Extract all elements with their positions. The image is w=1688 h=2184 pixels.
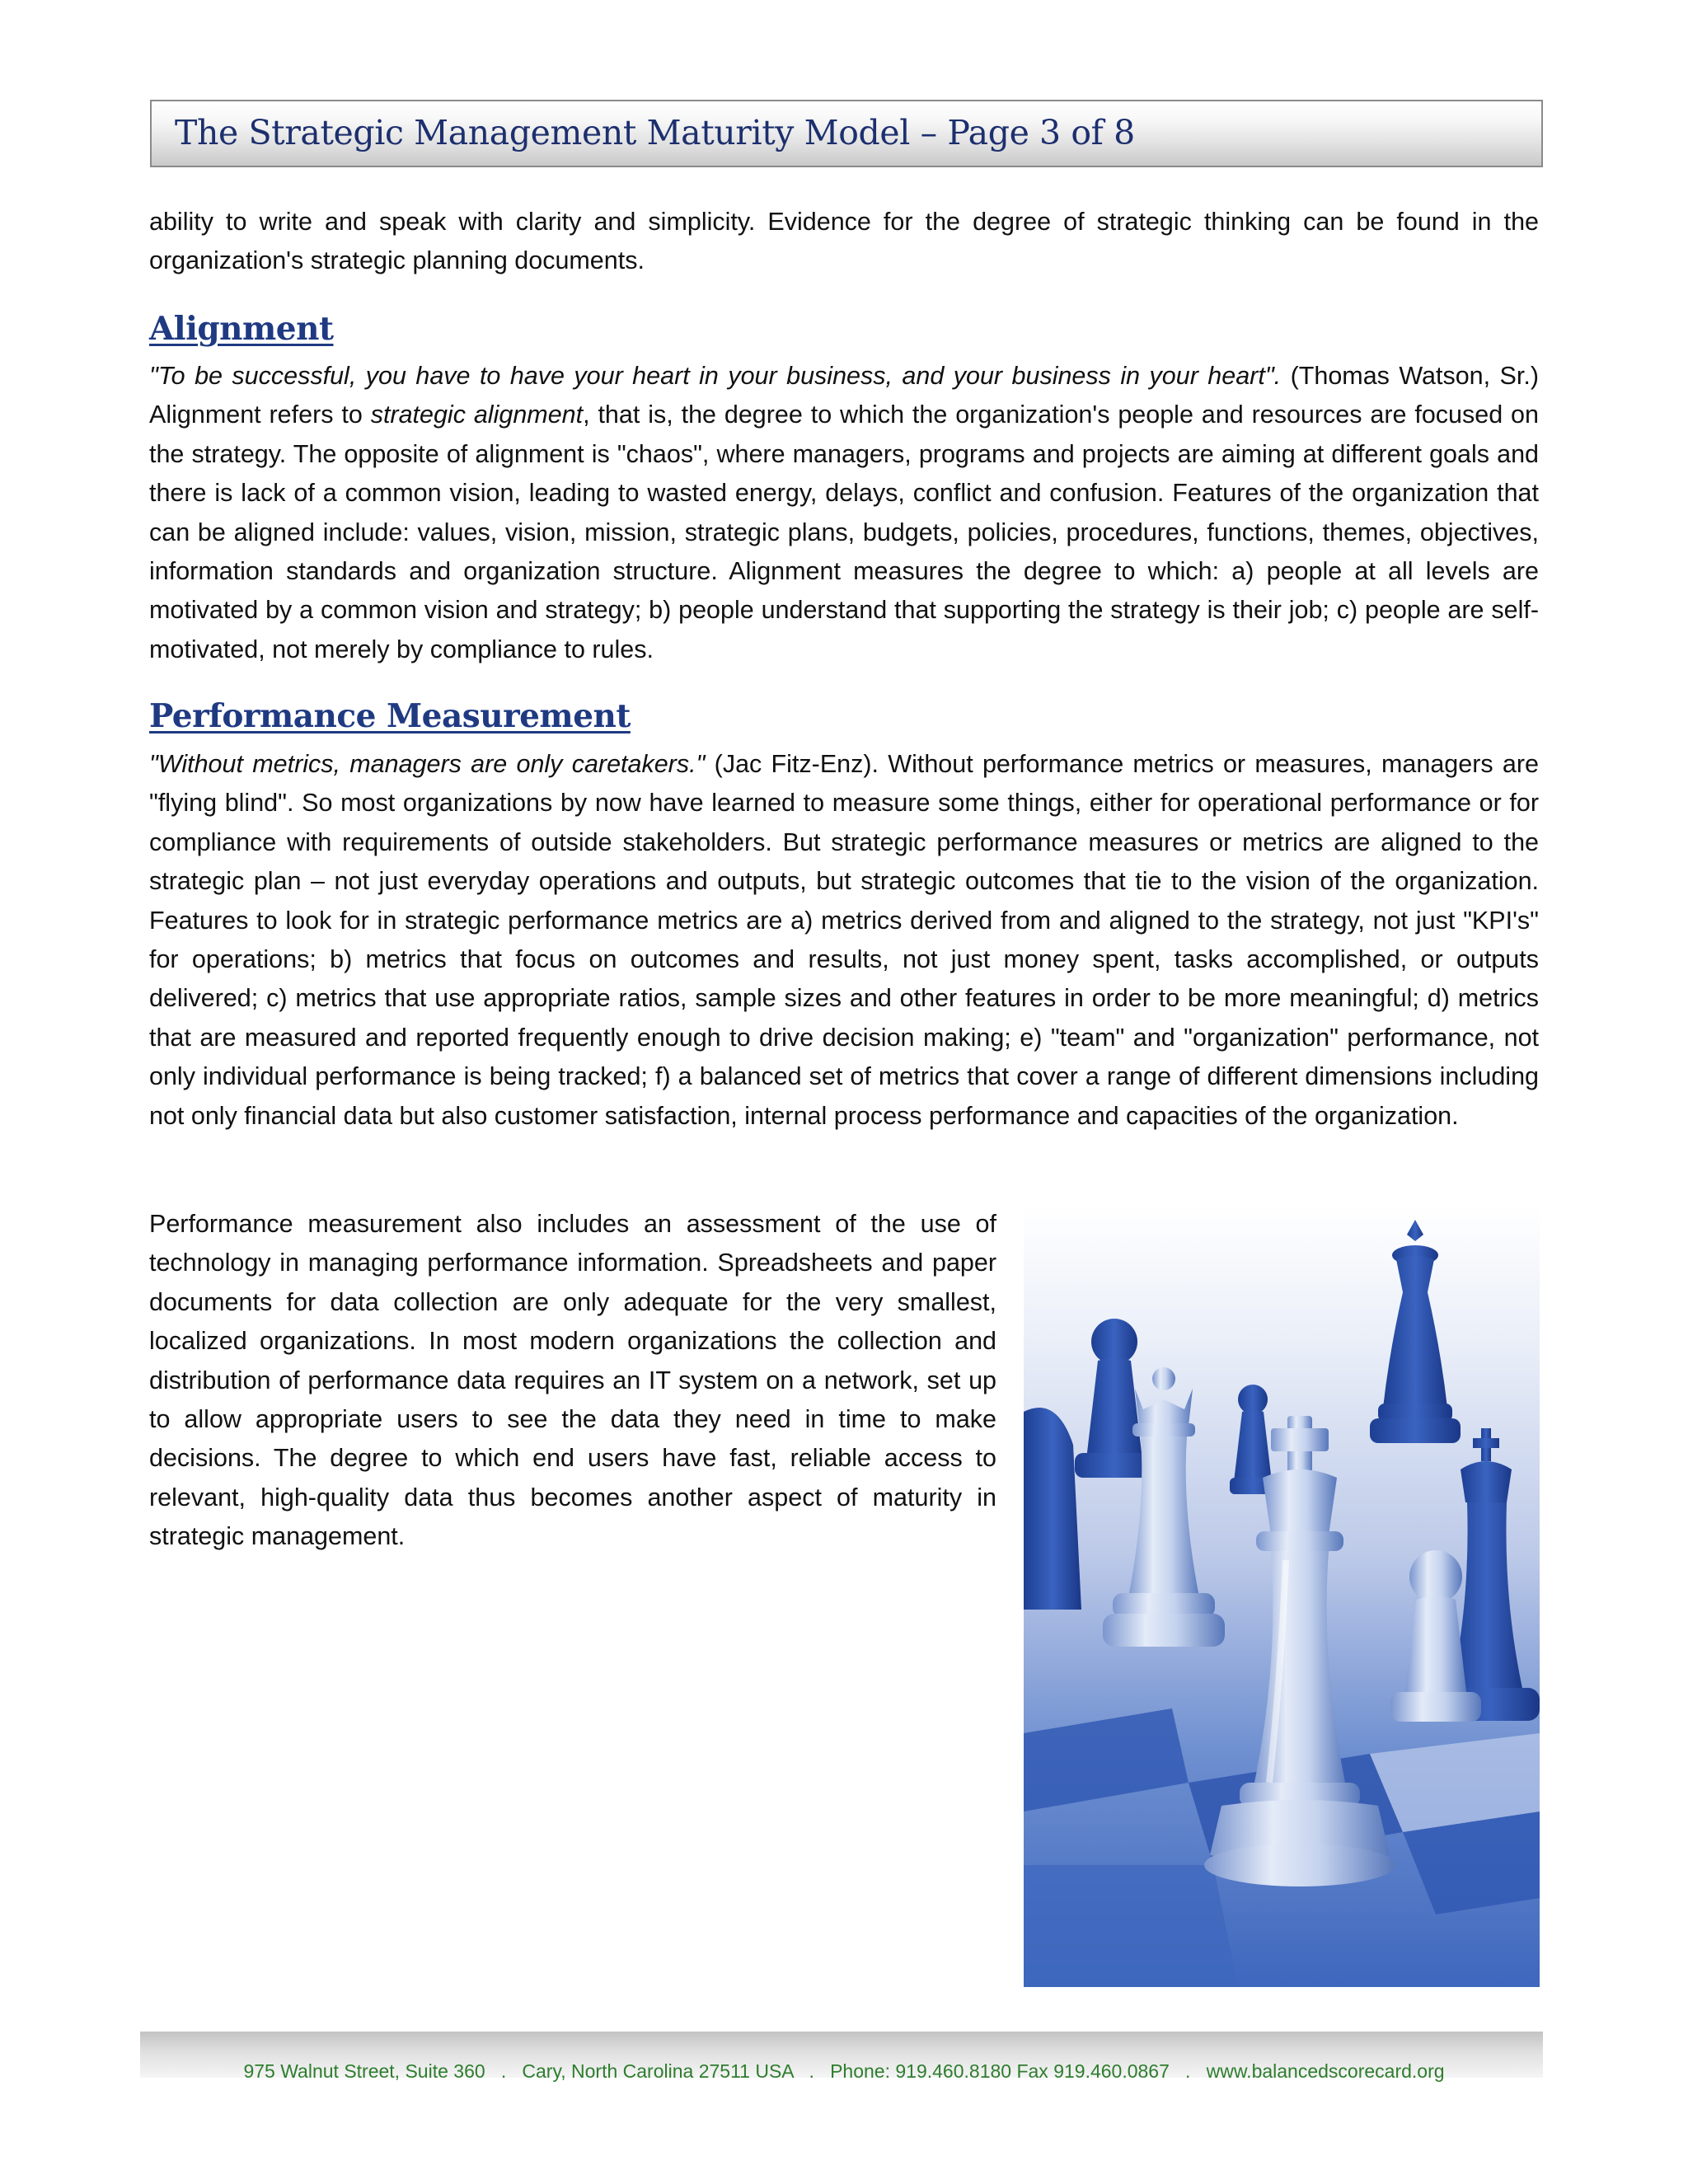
alignment-quote: "To be successful, you have to have your heart in your business, and your business in your heart". xyxy=(149,362,1282,390)
page-header xyxy=(150,100,1543,167)
intro-paragraph: ability to write and speak with clarity and simplicity. Evidence for the degree of strategic thinking can be found in the organization's strategic planning documents. xyxy=(149,208,1539,275)
performance-paragraph-2: Performance measurement also includes an assessment of the use of technology in managing performance information. Spreadsheets and paper documents for data collection are only adequate for the very smallest, localized organizations. In most modern organizations the collection and distribution of performance data requires an IT system on a network, set up to allow appropriate users to see the data they need in time to make decisions. The degree to which end users have fast, reliable access to relevant, high-quality data thus becomes another aspect of maturity in strategic management. xyxy=(149,1210,996,1551)
performance-heading: Performance Measurement xyxy=(149,697,631,735)
footer-contact: 975 Walnut Street, Suite 360 . Cary, North Carolina 27511 USA . Phone: 919.460.8180 Fax 919.460.0867 . www.balancedscorecard.org xyxy=(243,2060,1445,2082)
alignment-heading: Alignment xyxy=(149,310,334,348)
alignment-text-before: (Thomas Watson, Sr.) Alignment refers to xyxy=(149,362,1539,429)
performance-paragraph xyxy=(149,745,1539,1136)
page-title: The Strategic Management Maturity Model – Page 3 of 8 xyxy=(175,113,1135,152)
performance-text: (Jac Fitz-Enz). Without performance metrics or measures, managers are "flying blind". So most organizations by now have learned to measure some things, either for operational performance or for compliance with requirements of outside stakeholders. But strategic performance measures or metrics are aligned to the strategic plan – not just everyday operations and outputs, but strategic outcomes that tie to the vision of the organization. Features to look for in strategic performance metrics are a) metrics derived from and aligned to the strategy, not just "KPI's" for operations; b) metrics that focus on outcomes and results, not just money spent, tasks accomplished, or outputs delivered; c) metrics that use appropriate ratios, sample sizes and other features in order to be more meaningful; d) metrics that are measured and reported frequently enough to drive decision making; e) "team" and "organization" performance, not only individual performance is being tracked; f) a balanced set of metrics that cover a range of different dimensions including not only financial data but also customer satisfaction, internal process performance and capacities of the organization. xyxy=(149,750,1539,1130)
alignment-text-after: , that is, the degree to which the organization's people and resources are focused on the strategy. The opposite of alignment is "chaos", where managers, programs and projects are aiming at different goals and there is lack of a common vision, leading to wasted energy, delays, conflict and confusion. Features of the organization that can be aligned include: values, vision, mission, strategic plans, budgets, policies, procedures, functions, themes, objectives, information standards and organization structure. Alignment measures the degree to which: a) people at all levels are motivated by a common vision and strategy; b) people understand that supporting the strategy is their job; c) people are self-motivated, not merely by compliance to rules. xyxy=(149,401,1539,663)
performance-quote: "Without metrics, managers are only caretakers." xyxy=(149,750,706,778)
alignment-paragraph xyxy=(149,357,1539,669)
chess-image xyxy=(1024,1206,1540,1987)
chess-pieces-icon xyxy=(1024,1206,1540,1987)
alignment-term: strategic alignment xyxy=(370,401,584,429)
